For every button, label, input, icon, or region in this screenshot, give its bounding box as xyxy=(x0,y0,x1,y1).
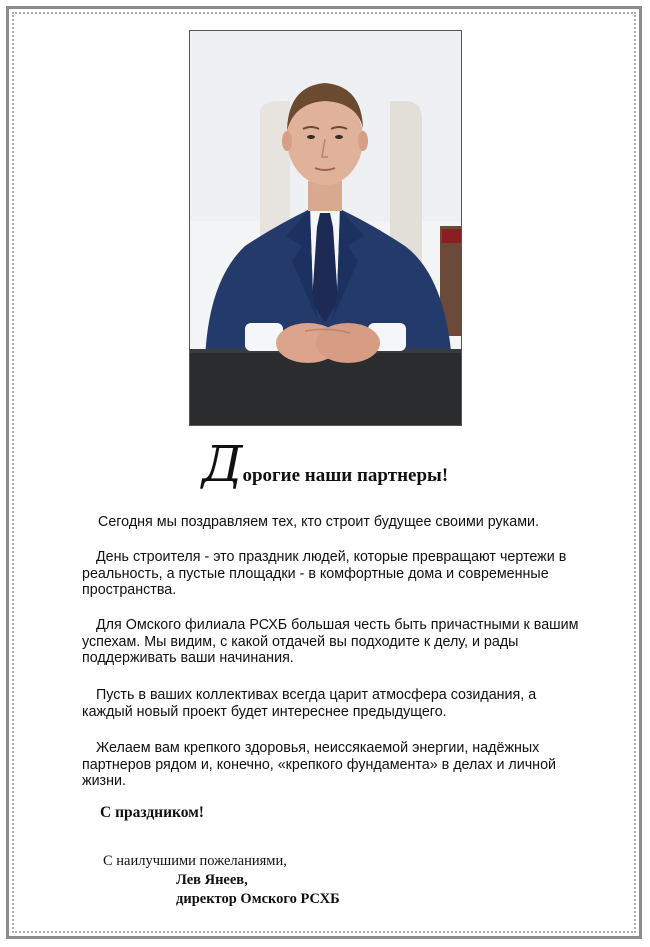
paragraph-2: День строителя - это праздник людей, которые превращают чертежи в реальность, а пустые площадки - в комфортные дома и современные пространства. xyxy=(82,549,567,598)
signature-name: Лев Янеев, xyxy=(176,872,248,888)
heading-initial: Д xyxy=(201,435,243,493)
greeting: С праздником! xyxy=(100,804,204,821)
paragraph-3: Для Омского филиала РСХБ большая честь быть причастными к вашим успехам. Мы видим, с какой отдачей вы подходите к делу, и рады поддерживать ваши начинания. xyxy=(82,617,579,666)
portrait-photo xyxy=(189,30,462,426)
paragraph-1: Сегодня мы поздравляем тех, кто строит будущее своими руками. xyxy=(98,514,539,530)
heading xyxy=(0,436,650,492)
heading-text: орогие наши партнеры! xyxy=(242,465,449,486)
signature-closing: С наилучшими пожеланиями, xyxy=(103,853,287,869)
signature-position: директор Омского РСХБ xyxy=(176,891,340,907)
paragraph-5: Желаем вам крепкого здоровья, неиссякаемой энергии, надёжных партнеров рядом и, конечно, «крепкого фундамента» в делах и личной жизни. xyxy=(82,740,557,789)
paragraph-4: Пусть в ваших коллективах всегда царит атмосфера созидания, а каждый новый проект будет интереснее предыдущего. xyxy=(82,687,537,720)
